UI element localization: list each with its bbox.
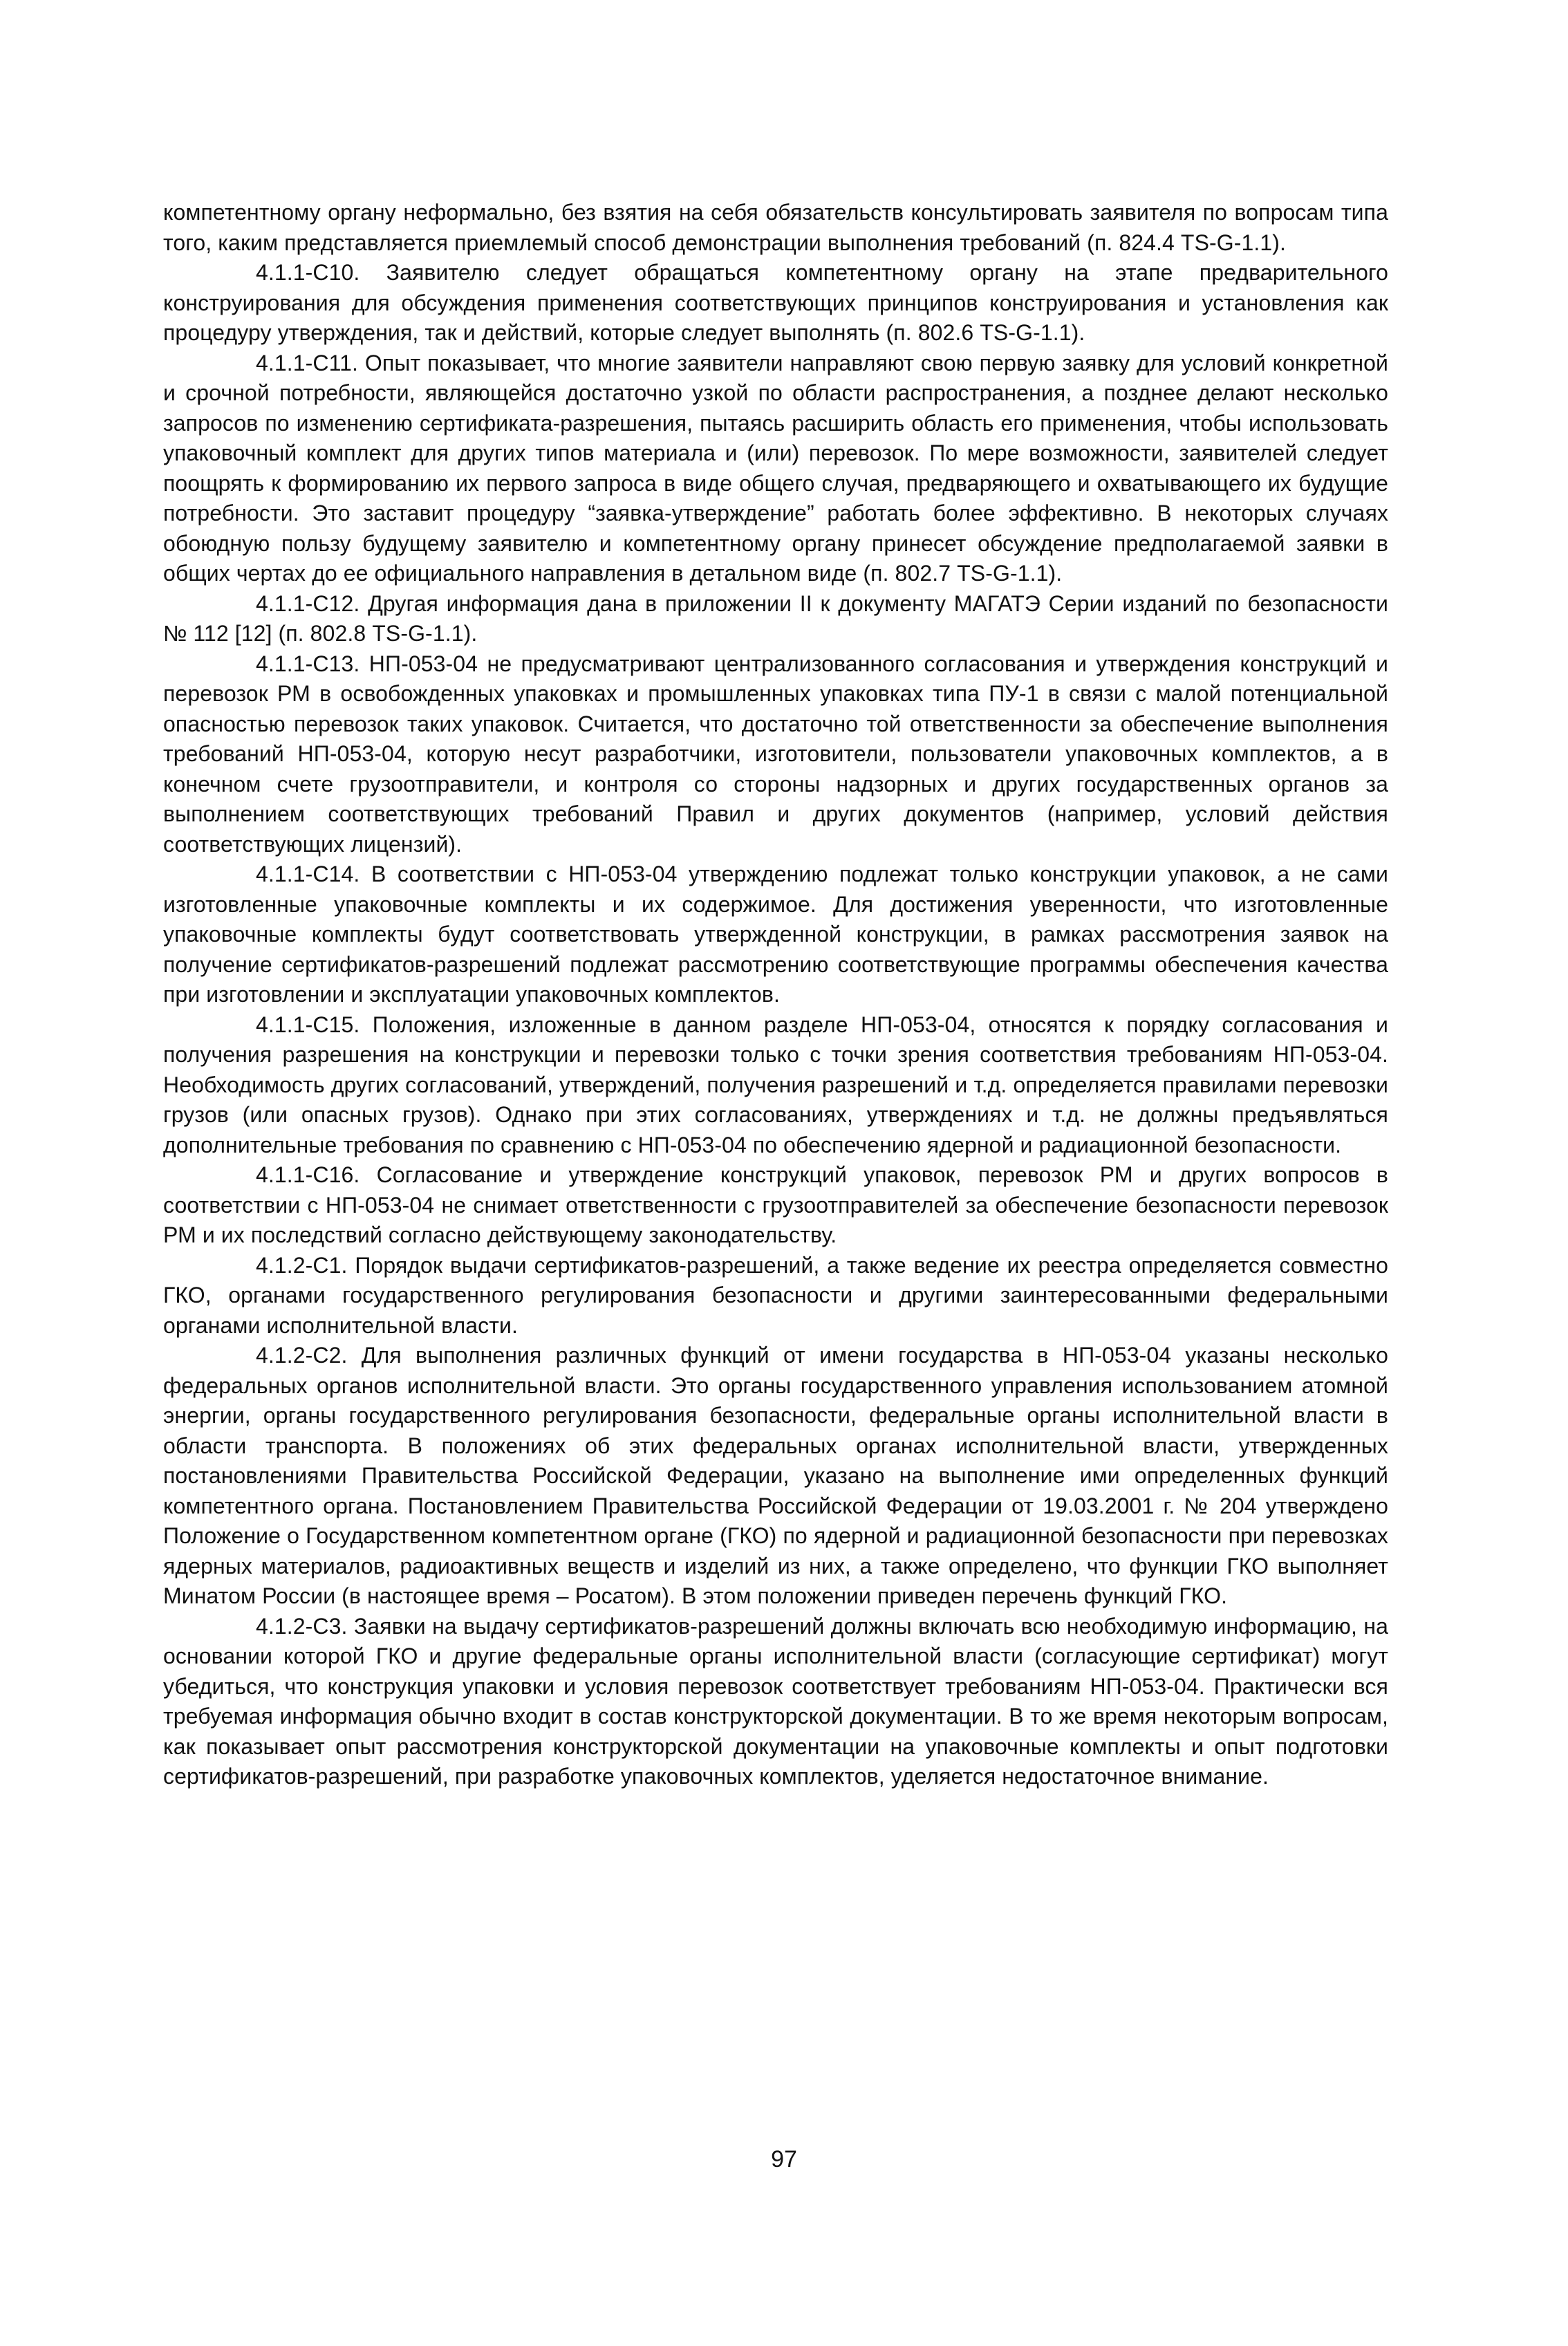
- paragraph-continuation: компетентному органу неформально, без взятия на себя обязательств консультировать заявителя по вопросам типа того, каким представляется приемлемый способ демонстрации выполнения требований (п. 824.4 TS-G-1.1).: [163, 200, 1388, 255]
- paragraph-4-1-1-c13: 4.1.1-С13. НП-053-04 не предусматривают централизованного согласования и утверждения конструкций и перевозок РМ в освобожденных упаковках и промышленных упаковках типа ПУ-1 в связи с малой потенциальной опасностью перевозок таких упаковок. Считается, что достаточно той ответственности за обеспечение выполнения требований НП-053-04, которую несут разработчики, изготовители, пользователи упаковочных комплектов, а в конечном счете грузоотправители, и контроля со стороны надзорных и других государственных органов за выполнением соответствующих требований Правил и других документов (например, условий действия соответствующих лицензий).: [163, 651, 1388, 857]
- document-body: [163, 198, 1388, 1792]
- paragraph-4-1-2-c2: 4.1.2-С2. Для выполнения различных функций от имени государства в НП-053-04 указаны несколько федеральных органов исполнительной власти. Это органы государственного управления использованием атомной энергии, органы государственного регулирования безопасности, федеральные органы исполнительной власти в области транспорта. В положениях об этих федеральных органах исполнительной власти, утвержденных постановлениями Правительства Российской Федерации, указано на выполнение ими определенных функций компетентного органа. Постановлением Правительства Российской Федерации от 19.03.2001 г. № 204 утверждено Положение о Государственном компетентном органе (ГКО) по ядерной и радиационной безопасности при перевозках ядерных материалов, радиоактивных веществ и изделий из них, а также определено, что функции ГКО выполняет Минатом России (в настоящее время – Росатом). В этом положении приведен перечень функций ГКО.: [163, 1343, 1388, 1608]
- paragraph-4-1-1-c10: 4.1.1-С10. Заявителю следует обращаться компетентному органу на этапе предварительного конструирования для обсуждения применения соответствующих принципов конструирования и установления как процедуру утверждения, так и действий, которые следует выполнять (п. 802.6 TS-G-1.1).: [163, 260, 1388, 345]
- paragraph-4-1-1-c12: 4.1.1-С12. Другая информация дана в приложении II к документу МАГАТЭ Серии изданий по безопасности № 112 [12] (п. 802.8 TS-G-1.1).: [163, 590, 1388, 646]
- page-number: 97: [771, 2146, 797, 2172]
- paragraph-4-1-2-c3: 4.1.2-С3. Заявки на выдачу сертификатов-разрешений должны включать всю необходимую информацию, на основании которой ГКО и другие федеральные органы исполнительной власти (согласующие сертификат) могут убедиться, что конструкция упаковки и условия перевозок соответствует требованиям НП-053-04. Практически вся требуемая информация обычно входит в состав конструкторской документации. В то же время некоторым вопросам, как показывает опыт рассмотрения конструкторской документации на упаковочные комплекты и опыт подготовки сертификатов-разрешений, при разработке упаковочных комплектов, уделяется недостаточное внимание.: [163, 1613, 1388, 1789]
- paragraph-4-1-1-c16: 4.1.1-С16. Согласование и утверждение конструкций упаковок, перевозок РМ и других вопросов в соответствии с НП-053-04 не снимает ответственности с грузоотправителей за обеспечение безопасности перевозок РМ и их последствий согласно действующему законодательству.: [163, 1162, 1388, 1247]
- paragraph-4-1-1-c15: 4.1.1-С15. Положения, изложенные в данном разделе НП-053-04, относятся к порядку согласования и получения разрешения на конструкции и перевозки только с точки зрения соответствия требованиям НП-053-04. Необходимость других согласований, утверждений, получения разрешений и т.д. определяется правилами перевозки грузов (или опасных грузов). Однако при этих согласованиях, утверждениях и т.д. не должны предъявляться дополнительные требования по сравнению с НП-053-04 по обеспечению ядерной и радиационной безопасности.: [163, 1012, 1388, 1157]
- paragraph-4-1-2-c1: 4.1.2-С1. Порядок выдачи сертификатов-разрешений, а также ведение их реестра определяется совместно ГКО, органами государственного регулирования безопасности и другими заинтересованными федеральными органами исполнительной власти.: [163, 1252, 1388, 1338]
- paragraph-4-1-1-c11: 4.1.1-С11. Опыт показывает, что многие заявители направляют свою первую заявку для условий конкретной и срочной потребности, являющейся достаточно узкой по области распространения, а позднее делают несколько запросов по изменению сертификата-разрешения, пытаясь расширить область его применения, чтобы использовать упаковочный комплект для других типов материала и (или) перевозок. По мере возможности, заявителей следует поощрять к формированию их первого запроса в виде общего случая, предваряющего и охватывающего их будущие потребности. Это заставит процедуру “заявка-утверждение” работать более эффективно. В некоторых случаях обоюдную пользу будущему заявителю и компетентному органу принесет обсуждение предполагаемой заявки в общих чертах до ее официального направления в детальном виде (п. 802.7 TS-G-1.1).: [163, 350, 1388, 586]
- paragraph-4-1-1-c14: 4.1.1-С14. В соответствии с НП-053-04 утверждению подлежат только конструкции упаковок, а не сами изготовленные упаковочные комплекты и их содержимое. Для достижения уверенности, что изготовленные упаковочные комплекты будут соответствовать утвержденной конструкции, в рамках рассмотрения заявок на получение сертификатов-разрешений подлежат рассмотрению соответствующие программы обеспечения качества при изготовлении и эксплуатации упаковочных комплектов.: [163, 862, 1388, 1007]
